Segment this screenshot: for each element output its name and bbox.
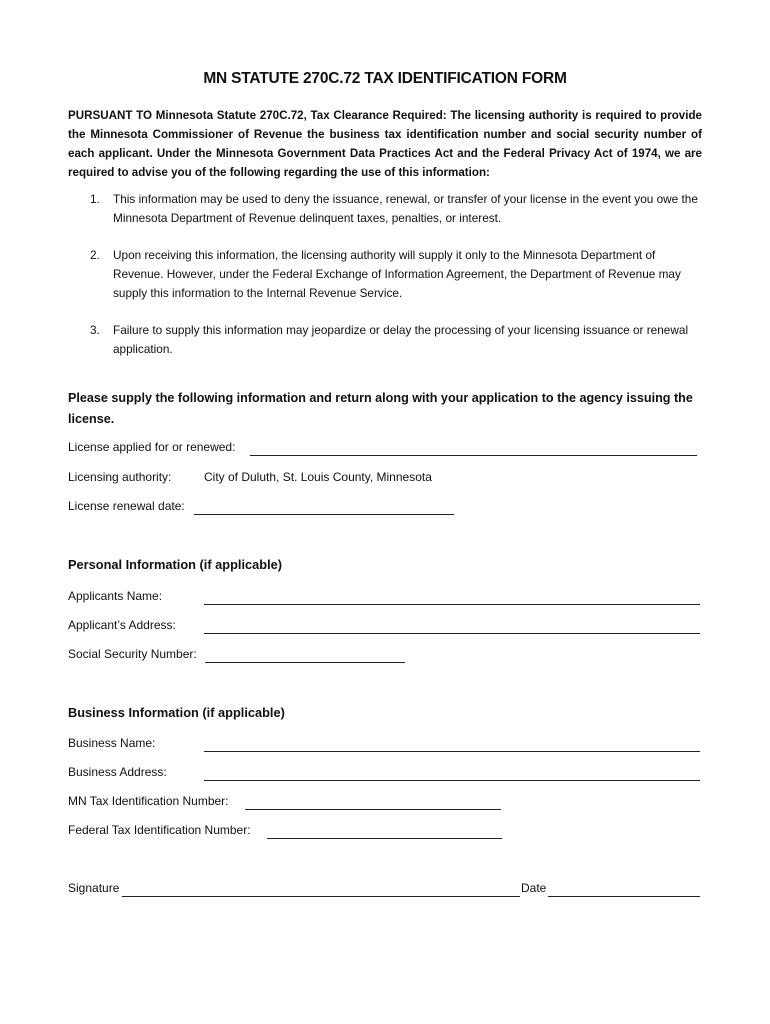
applicant-name-field[interactable] xyxy=(204,603,700,605)
license-applied-row xyxy=(68,440,235,454)
licensing-authority-label: Licensing authority: xyxy=(68,470,172,484)
list-item-text: This information may be used to deny the issuance, renewal, or transfer of your license in the event you owe the Minnesota Department of Revenue delinquent taxes, penalties, or interest. xyxy=(113,192,698,225)
business-name-label: Business Name: xyxy=(68,736,156,750)
business-address-field[interactable] xyxy=(204,779,700,781)
list-item-number: 1. xyxy=(90,192,100,206)
license-renewal-row xyxy=(68,499,185,513)
mn-tax-id-field[interactable] xyxy=(245,808,501,810)
applicant-address-label: Applicant’s Address: xyxy=(68,618,176,632)
license-renewal-field[interactable] xyxy=(194,513,454,515)
list-item-number: 2. xyxy=(90,248,100,262)
notice-list xyxy=(68,190,704,377)
form-title: MN STATUTE 270C.72 TAX IDENTIFICATION FORM xyxy=(203,70,567,87)
signature-field[interactable] xyxy=(122,895,520,897)
business-info-heading: Business Information (if applicable) xyxy=(68,705,285,720)
list-item xyxy=(68,246,704,303)
business-name-field[interactable] xyxy=(204,750,700,752)
mn-tax-id-label: MN Tax Identification Number: xyxy=(68,794,229,808)
license-applied-field[interactable] xyxy=(250,454,697,456)
federal-tax-id-label: Federal Tax Identification Number: xyxy=(68,823,251,837)
license-renewal-label: License renewal date: xyxy=(68,499,185,513)
signature-label: Signature xyxy=(68,881,120,895)
intro-paragraph: PURSUANT TO Minnesota Statute 270C.72, Tax Clearance Required: The licensing authority is required to provide the Minnesota Commissioner of Revenue the business tax identification number and social security number of each applicant. Under the Minnesota Government Data Practices Act and the Federal Privacy Act of 1974, we are required to advise you of the following regarding the use of this information: xyxy=(68,109,702,179)
applicant-name-label: Applicants Name: xyxy=(68,589,163,603)
personal-info-heading: Personal Information (if applicable) xyxy=(68,557,283,572)
ssn-label: Social Security Number: xyxy=(68,647,197,661)
licensing-authority-row xyxy=(68,470,171,484)
federal-tax-id-field[interactable] xyxy=(267,837,502,839)
list-item xyxy=(68,321,704,359)
business-address-label: Business Address: xyxy=(68,765,167,779)
list-item-text: Failure to supply this information may jeopardize or delay the processing of your licensing issuance or renewal application. xyxy=(113,323,689,356)
list-item-text: Upon receiving this information, the licensing authority will supply it only to the Minnesota Department of Revenue. However, under the Federal Exchange of Information Agreement, the Department of Revenue may supply this information to the Internal Revenue Service. xyxy=(113,248,681,300)
license-applied-label: License applied for or renewed: xyxy=(68,440,236,454)
list-item-number: 3. xyxy=(90,323,100,337)
date-label: Date xyxy=(521,881,547,895)
applicant-address-field[interactable] xyxy=(204,632,700,634)
date-field[interactable] xyxy=(548,895,700,897)
ssn-field[interactable] xyxy=(205,661,405,663)
licensing-authority-value: City of Duluth, St. Louis County, Minnesota xyxy=(204,470,432,484)
supply-instructions: Please supply the following information and return along with your application to the agency issuing the license. xyxy=(68,391,693,426)
list-item xyxy=(68,190,704,228)
